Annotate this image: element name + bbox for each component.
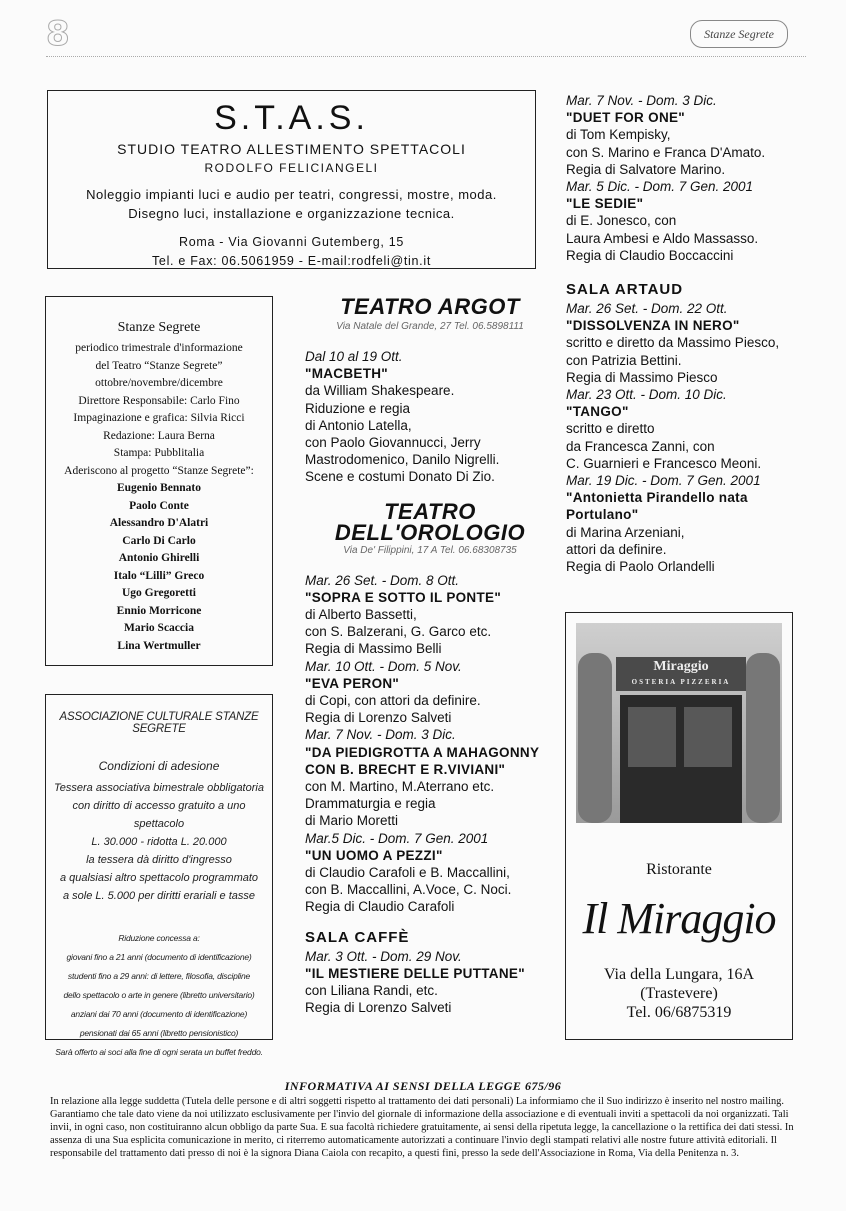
magazine-logo: Stanze Segrete [690, 20, 788, 48]
show-dates: Mar. 26 Set. - Dom. 22 Ott. [566, 301, 728, 317]
show-dates: Dal 10 al 19 Ott. [305, 349, 403, 364]
show-dates: Mar. 3 Ott. - Dom. 29 Nov. [305, 948, 462, 964]
show-title: "Antonietta Pirandello nata Portulano" [566, 490, 748, 523]
show-line: Regia di Salvatore Marino. [566, 161, 726, 177]
right-column [566, 92, 806, 575]
show-line: scritto e diretto da Massimo Piesco, [566, 335, 780, 351]
show-line: di Marina Arzeniani, [566, 524, 685, 540]
membership-heading: ASSOCIAZIONE CULTURALE STANZE SEGRETE [59, 711, 259, 735]
middle-column [305, 294, 555, 1017]
show-title: "IL MESTIERE DELLE PUTTANE" [305, 965, 525, 981]
discount-line: Sarà offerto ai soci alla fine di ogni serata un buffet freddo. [55, 1047, 263, 1057]
show-dates: Mar. 23 Ott. - Dom. 10 Dic. [566, 387, 727, 403]
show-line: con Paolo Giovannucci, Jerry [305, 435, 481, 451]
membership-line: L. 30.000 - ridotta L. 20.000 [91, 836, 227, 848]
show-line: C. Guarnieri e Francesco Meoni. [566, 455, 762, 471]
supporter-name: Carlo Di Carlo [122, 534, 196, 547]
show-line: di E. Jonesco, con [566, 213, 677, 229]
show-dates: Mar. 7 Nov. - Dom. 3 Dic. [566, 93, 717, 108]
membership-line: a sole L. 5.000 per diritti erariali e tasse [63, 890, 255, 902]
stas-contact: Tel. e Fax: 06.5061959 - E-mail:rodfeli@tin.it [151, 254, 432, 268]
show-line: da William Shakespeare. [305, 383, 455, 399]
venue-title-orologio: TEATRO [384, 498, 476, 524]
supporter-name: Italo “Lilli” Greco [113, 569, 205, 582]
masthead-line: Stampa: Pubblitalia [113, 447, 205, 459]
show-title: "MACBETH" [305, 366, 388, 382]
show-title: "EVA PERON" [305, 675, 400, 691]
masthead-box [45, 296, 273, 666]
show-dates: Mar. 26 Set. - Dom. 8 Ott. [305, 572, 460, 588]
discount-line: anziani dai 70 anni (documento di identificazione) [70, 1009, 248, 1019]
membership-line: Tessera associativa bimestrale obbligatoria [54, 782, 264, 794]
restaurant-name: Il Miraggio [582, 894, 776, 943]
show-line: con B. Maccallini, A.Voce, C. Noci. [305, 882, 512, 898]
supporter-name: Lina Wertmuller [117, 639, 201, 652]
privacy-notice [50, 1080, 796, 1160]
restaurant-sign [616, 657, 746, 691]
show-dates: Mar. 10 Ott. - Dom. 5 Nov. [305, 658, 462, 674]
show-line: Regia di Lorenzo Salveti [305, 710, 452, 726]
privacy-heading: INFORMATIVA AI SENSI DELLA LEGGE 675/96 [284, 1079, 562, 1093]
show-line: Laura Ambesi e Aldo Massasso. [566, 230, 759, 246]
masthead-line: periodico trimestrale d'informazione [75, 342, 243, 354]
supporter-name: Ugo Gregoretti [122, 587, 196, 599]
masthead-line: del Teatro “Stanze Segrete” [95, 359, 223, 372]
show-line: di Claudio Carafoli e B. Maccallini, [305, 865, 510, 881]
show-line: Regia di Lorenzo Salveti [305, 1000, 452, 1016]
show-line: Drammaturgia e regia [305, 796, 436, 812]
discount-line: giovani fino a 21 anni (documento di identificazione) [66, 952, 252, 962]
masthead-line: ottobre/novembre/dicembre [95, 377, 223, 389]
discount-line: Riduzione concessa a: [118, 933, 200, 943]
restaurant-window [628, 707, 676, 767]
venue-title-argot: TEATRO ARGOT [340, 294, 520, 319]
show-line: Regia di Claudio Boccaccini [566, 247, 734, 263]
show-line: Regia di Massimo Piesco [566, 369, 718, 385]
show-line: di Mario Moretti [305, 813, 399, 829]
supporter-name: Eugenio Bennato [116, 482, 202, 494]
restaurant-ad [565, 612, 793, 1040]
restaurant-photo [576, 623, 782, 823]
show-line: Mastrodomenico, Danilo Nigrelli. [305, 452, 500, 468]
show-dates: Mar. 7 Nov. - Dom. 3 Dic. [305, 727, 456, 743]
stas-subtitle: STUDIO TEATRO ALLESTIMENTO SPETTACOLI [117, 141, 466, 157]
show-dates: Mar. 5 Dic. - Dom. 7 Gen. 2001 [566, 179, 754, 195]
restaurant-window [684, 707, 732, 767]
restaurant-district: (Trastevere) [640, 985, 718, 1002]
page-number: 8 [46, 14, 70, 54]
show-line: Scene e costumi Donato Di Zio. [305, 469, 495, 485]
show-line: con S. Balzerani, G. Garco etc. [305, 624, 492, 640]
show-line: con M. Martino, M.Aterrano etc. [305, 779, 495, 795]
restaurant-label: Ristorante [646, 861, 712, 878]
masthead-title: Stanze Segrete [117, 320, 201, 335]
show-title: "LE SEDIE" [566, 196, 644, 212]
show-line: con S. Marino e Franca D'Amato. [566, 144, 766, 160]
show-line: Riduzione e regia [305, 400, 411, 416]
restaurant-phone: Tel. 06/6875319 [626, 1004, 732, 1021]
restaurant-address: Via della Lungara, 16A [603, 966, 755, 983]
stas-desc-line: Noleggio impianti luci e audio per teatri, congressi, mostre, moda. [86, 187, 497, 202]
membership-conditions-title: Condizioni di adesione [98, 759, 220, 773]
show-line: di Antonio Latella, [305, 417, 412, 433]
venue-address: Via De' Filippini, 17 A Tel. 06.68308735 [343, 544, 517, 556]
membership-box [45, 694, 273, 1057]
show-title: "UN UOMO A PEZZI" [305, 847, 443, 863]
masthead-line: Aderiscono al progetto “Stanze Segrete”: [64, 464, 254, 477]
supporter-name: Ennio Morricone [116, 604, 202, 617]
plant-left [578, 653, 612, 823]
masthead-line: Redazione: Laura Berna [103, 429, 215, 442]
discount-line: pensionati dai 65 anni (libretto pensionistico) [79, 1028, 239, 1038]
stas-owner: RODOLFO FELICIANGELI [204, 161, 379, 175]
stas-desc-line: Disegno luci, installazione e organizzazione tecnica. [128, 206, 455, 221]
privacy-text: In relazione alla legge suddetta (Tutela delle persone e di altri soggetti rispetto al trattamento dei dati personali) La informiamo che il Suo indirizzo è inserito nel nostro mailing. Garantiamo che tale dato viene da noi utilizzato esclusivamente per l'invio del giornale di informazione della associazione e di eventuali inviti a spettacoli da noi organizzati. Tali invii, in ogni caso, non costituiranno alcun obbligo da parte Sua. E sua facoltà richiedere gratuitamente, ai sensi della ripetuta legge, la cancellazione o la rettifica dei dati stessi. In assenza di una Sua esplicita comunicazione in merito, ci riterremo automaticamente autorizzati a continuare l'invio degli stampati relativi alle nostre future attività editoriali. Il responsabile del trattamento dati presso di noi è la signora Diana Caiola con recapito, a questi fini, presso la sede dell'Associazione in Roma, Via della Penitenza n. 3. [50, 1096, 794, 1159]
show-line: attori da definire. [566, 541, 667, 557]
supporter-name: Alessandro D'Alatri [109, 517, 209, 529]
discount-line: dello spettacolo o arte in genere (libretto universitario) [63, 990, 255, 1000]
membership-line: a qualsiasi altro spettacolo programmato [59, 872, 259, 884]
masthead-line: Direttore Responsabile: Carlo Fino [78, 394, 240, 407]
show-line: Regia di Paolo Orlandelli [566, 559, 715, 575]
plant-right [746, 653, 780, 823]
show-title: "TANGO" [566, 404, 629, 420]
show-dates: Mar. 19 Dic. - Dom. 7 Gen. 2001 [566, 473, 761, 489]
show-line: con Liliana Randi, etc. [305, 983, 438, 999]
show-line: con Patrizia Bettini. [566, 352, 682, 368]
membership-line: la tessera dà diritto d'ingresso [86, 854, 232, 866]
show-dates: Mar.5 Dic. - Dom. 7 Gen. 2001 [305, 830, 489, 846]
show-line: di Alberto Bassetti, [305, 607, 417, 623]
masthead-line: Impaginazione e grafica: Silvia Ricci [73, 412, 245, 424]
supporter-name: Antonio Ghirelli [118, 552, 200, 564]
membership-line: con diritto di accesso gratuito a uno spettacolo [72, 800, 246, 830]
venue-title-orologio-2: DELL'OROLOGIO [334, 519, 526, 545]
show-line: Regia di Claudio Carafoli [305, 899, 455, 915]
show-line: da Francesca Zanni, con [566, 438, 715, 454]
show-title: "DUET FOR ONE" [566, 110, 686, 126]
restaurant-sign-sub: OSTERIA PIZZERIA [631, 678, 731, 686]
venue-address: Via Natale del Grande, 27 Tel. 06.5898111 [336, 321, 524, 332]
stas-ad [47, 90, 536, 269]
show-title: "DA PIEDIGROTTA A MAHAGONNY CON B. BRECHT E R.VIVIANI" [305, 744, 540, 777]
header-divider [46, 56, 806, 57]
show-line: scritto e diretto [566, 421, 655, 437]
show-line: di Tom Kempisky, [566, 127, 671, 143]
show-line: di Copi, con attori da definire. [305, 693, 481, 709]
show-line: Regia di Massimo Belli [305, 641, 442, 657]
discount-line: studenti fino a 29 anni: di lettere, filosofia, discipline [67, 971, 251, 981]
supporter-name: Paolo Conte [129, 499, 189, 512]
stas-address: Roma - Via Giovanni Gutemberg, 15 [178, 235, 405, 249]
show-title: "DISSOLVENZA IN NERO" [566, 318, 740, 334]
stas-title: S.T.A.S. [214, 99, 369, 137]
hall-heading-artaud: SALA ARTAUD [566, 281, 684, 299]
restaurant-sign-name: Miraggio [653, 659, 709, 674]
show-title: "SOPRA E SOTTO IL PONTE" [305, 589, 502, 605]
hall-heading-caffe: SALA CAFFÈ [305, 928, 410, 946]
supporter-name: Mario Scaccia [124, 622, 194, 634]
